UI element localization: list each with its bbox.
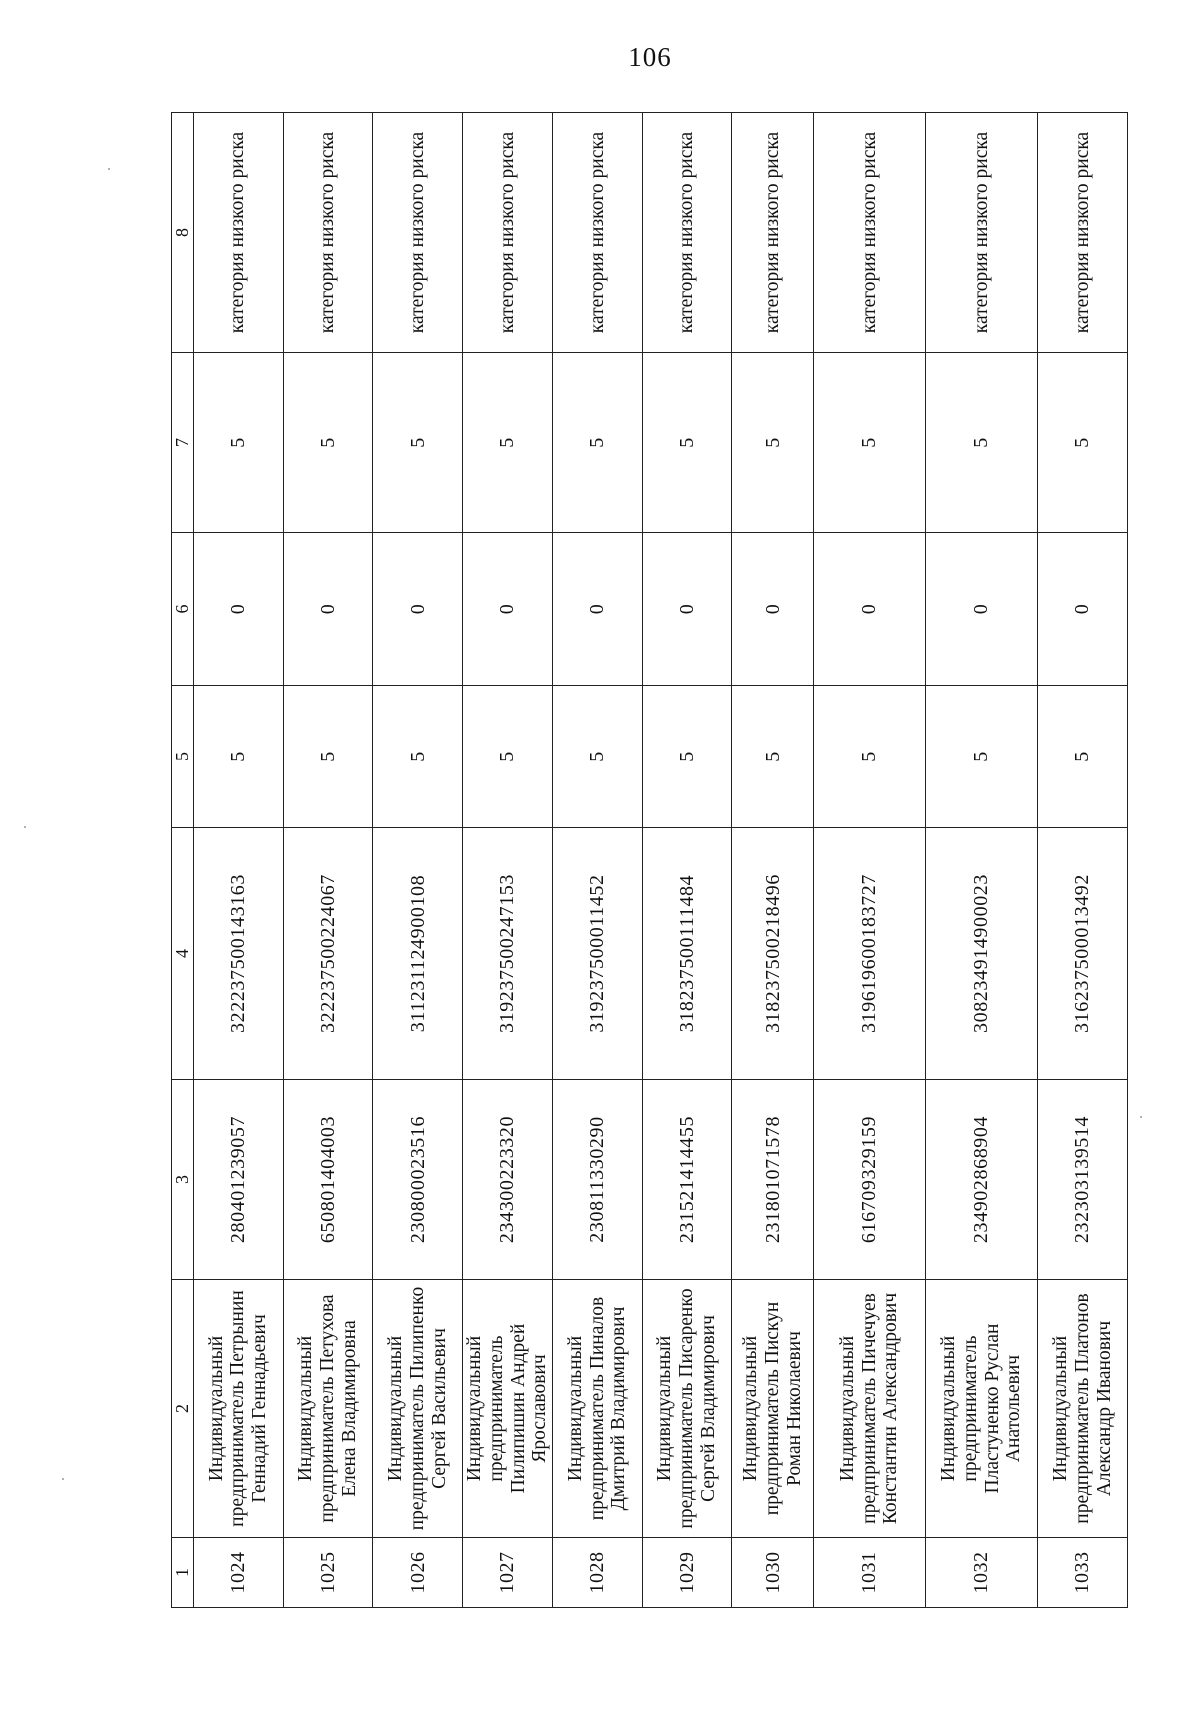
column-5-value: 5 [553,686,643,828]
column-7-value: 5 [194,353,284,533]
table-row [732,113,814,1608]
risk-category: категория низкого риска [732,113,814,353]
inn-cell: 231521414455 [642,1080,732,1280]
column-7-value: 5 [926,353,1038,533]
column-6-value: 0 [463,533,553,686]
column-6-value: 0 [926,533,1038,686]
table-row [283,113,373,1608]
column-5-value: 5 [1038,686,1128,828]
column-7-value: 5 [463,353,553,533]
table-row [642,113,732,1608]
entrepreneur-name: Индивидуальный предприниматель Петрынин Геннадий Геннадьевич [194,1280,284,1538]
risk-category: категория низкого риска [926,113,1038,353]
column-7-value: 5 [283,353,373,533]
entrepreneur-name: Индивидуальный предприниматель Пискун Роман Николаевич [732,1280,814,1538]
column-header: 3 [172,1080,194,1280]
row-number: 1024 [194,1538,284,1608]
risk-category: категория низкого риска [283,113,373,353]
row-number: 1025 [283,1538,373,1608]
rotated-table-container [171,113,1128,1608]
entrepreneur-name: Индивидуальный предприниматель Пилипишин Андрей Ярославович [463,1280,553,1538]
column-5-value: 5 [642,686,732,828]
table-row [926,113,1038,1608]
ogrn-cell: 319237500011452 [553,828,643,1080]
row-number: 1033 [1038,1538,1128,1608]
row-number: 1027 [463,1538,553,1608]
table-row [194,113,284,1608]
inn-cell: 230811330290 [553,1080,643,1280]
column-5-value: 5 [463,686,553,828]
inn-cell: 234902868904 [926,1080,1038,1280]
scan-speck [62,1478,64,1480]
ogrn-cell: 308234914900023 [926,828,1038,1080]
column-7-value: 5 [813,353,925,533]
table-row [463,113,553,1608]
risk-category: категория низкого риска [373,113,463,353]
table-row [373,113,463,1608]
column-6-value: 0 [1038,533,1128,686]
row-number: 1030 [732,1538,814,1608]
ogrn-cell: 319619600183727 [813,828,925,1080]
table-row [553,113,643,1608]
risk-category: категория низкого риска [813,113,925,353]
risk-category: категория низкого риска [553,113,643,353]
risk-category: категория низкого риска [194,113,284,353]
column-6-value: 0 [194,533,284,686]
entrepreneur-name: Индивидуальный предприниматель Пилипенко Сергей Васильевич [373,1280,463,1538]
column-7-value: 5 [553,353,643,533]
row-number: 1028 [553,1538,643,1608]
column-header: 2 [172,1280,194,1538]
column-5-value: 5 [373,686,463,828]
registry-table [171,112,1128,1608]
column-header: 1 [172,1538,194,1608]
column-7-value: 5 [732,353,814,533]
row-number: 1032 [926,1538,1038,1608]
column-6-value: 0 [732,533,814,686]
column-header: 5 [172,686,194,828]
scan-speck [1140,1116,1142,1118]
column-5-value: 5 [194,686,284,828]
column-7-value: 5 [1038,353,1128,533]
ogrn-cell: 322237500224067 [283,828,373,1080]
table-row [1038,113,1128,1608]
inn-cell: 616709329159 [813,1080,925,1280]
column-header: 4 [172,828,194,1080]
entrepreneur-name: Индивидуальный предприниматель Петухова Елена Владимировна [283,1280,373,1538]
row-number: 1031 [813,1538,925,1608]
row-number: 1029 [642,1538,732,1608]
table-row [813,113,925,1608]
entrepreneur-name: Индивидуальный предприниматель Пичечуев Константин Александрович [813,1280,925,1538]
inn-cell: 230800023516 [373,1080,463,1280]
ogrn-cell: 322237500143163 [194,828,284,1080]
column-6-value: 0 [813,533,925,686]
risk-category: категория низкого риска [642,113,732,353]
page-number: 106 [628,42,672,72]
column-5-value: 5 [283,686,373,828]
inn-cell: 232303139514 [1038,1080,1128,1280]
column-6-value: 0 [373,533,463,686]
column-6-value: 0 [642,533,732,686]
ogrn-cell: 318237500111484 [642,828,732,1080]
ogrn-cell: 319237500247153 [463,828,553,1080]
entrepreneur-name: Индивидуальный предприниматель Платонов Александр Иванович [1038,1280,1128,1538]
inn-cell: 234300223320 [463,1080,553,1280]
column-7-value: 5 [642,353,732,533]
column-header: 8 [172,113,194,353]
ogrn-cell: 318237500218496 [732,828,814,1080]
header-row [172,113,194,1608]
row-number: 1026 [373,1538,463,1608]
scan-speck [24,826,26,828]
inn-cell: 231801071578 [732,1080,814,1280]
column-7-value: 5 [373,353,463,533]
column-header: 7 [172,353,194,533]
column-5-value: 5 [813,686,925,828]
column-5-value: 5 [926,686,1038,828]
entrepreneur-name: Индивидуальный предприниматель Писаренко Сергей Владимирович [642,1280,732,1538]
column-6-value: 0 [283,533,373,686]
risk-category: категория низкого риска [1038,113,1128,353]
ogrn-cell: 316237500013492 [1038,828,1128,1080]
entrepreneur-name: Индивидуальный предприниматель Пластуненко Руслан Анатольевич [926,1280,1038,1538]
risk-category: категория низкого риска [463,113,553,353]
inn-cell: 280401239057 [194,1080,284,1280]
entrepreneur-name: Индивидуальный предприниматель Пиналов Дмитрий Владимирович [553,1280,643,1538]
ogrn-cell: 311231124900108 [373,828,463,1080]
inn-cell: 650801404003 [283,1080,373,1280]
scan-speck [108,168,110,170]
column-header: 6 [172,533,194,686]
column-5-value: 5 [732,686,814,828]
column-6-value: 0 [553,533,643,686]
